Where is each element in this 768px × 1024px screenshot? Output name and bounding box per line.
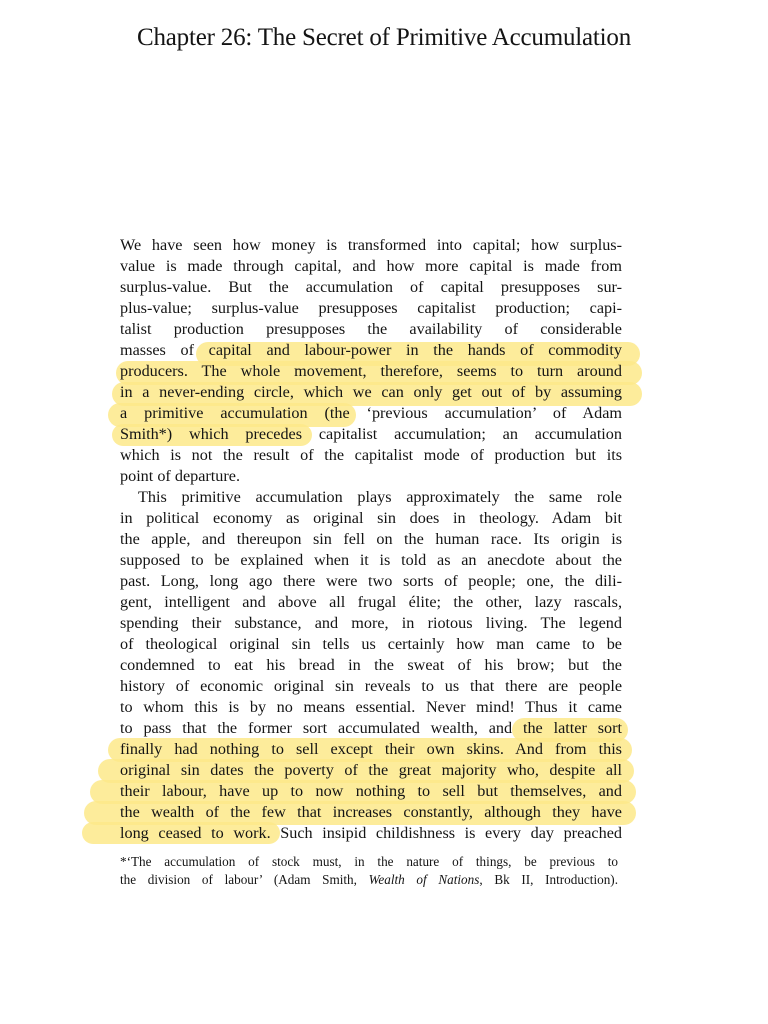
body-line-8: in a never-ending circle, which we can only get out of by assuming <box>120 383 622 401</box>
body-line-27: their labour, have up to now nothing to sell but themselves, and <box>120 782 622 800</box>
footnote-citation-start: the division of labour’ (Adam Smith, <box>120 872 369 887</box>
body-line-10: Smith*) which precedes capitalist accumulation; an accumulation <box>120 425 622 443</box>
body-line-17: past. Long, long ago there were two sorts of people; one, the dili- <box>120 572 622 590</box>
footnote-book-title: Wealth of Nations <box>368 872 480 887</box>
body-line-1: We have seen how money is transformed into capital; how surplus- <box>120 236 622 254</box>
body-line-28: the wealth of the few that increases constantly, although they have <box>120 803 622 821</box>
footnote-line-2 <box>120 871 618 889</box>
body-line-26: original sin dates the poverty of the great majority who, despite all <box>120 761 622 779</box>
body-line-7: producers. The whole movement, therefore, seems to turn around <box>120 362 622 380</box>
body-line-20: of theological original sin tells us certainly how man came to be <box>120 635 622 653</box>
body-line-19: spending their substance, and more, in riotous living. The legend <box>120 614 622 632</box>
body-line-21: condemned to eat his bread in the sweat of his brow; but the <box>120 656 622 674</box>
body-line-24: to pass that the former sort accumulated wealth, and the latter sort <box>120 719 622 737</box>
body-line-6: masses of capital and labour-power in the hands of commodity <box>120 341 622 359</box>
body-line-11: which is not the result of the capitalist mode of production but its <box>120 446 622 464</box>
body-line-12: point of departure. <box>120 467 241 485</box>
chapter-title: Chapter 26: The Secret of Primitive Accumulation <box>137 24 631 51</box>
body-line-9: a primitive accumulation (the ‘previous accumulation’ of Adam <box>120 404 622 422</box>
footnote-line-1: *‘The accumulation of stock must, in the nature of things, be previous to <box>120 854 618 869</box>
body-line-2: value is made through capital, and how more capital is made from <box>120 257 622 275</box>
body-line-22: history of economic original sin reveals to us that there are people <box>120 677 622 695</box>
body-line-13: This primitive accumulation plays approximately the same role <box>138 488 622 506</box>
body-line-5: talist production presupposes the availability of considerable <box>120 320 622 338</box>
footnote-citation-end: , Bk II, Introduction). <box>479 872 618 887</box>
body-line-4: plus-value; surplus-value presupposes capitalist production; capi- <box>120 299 622 317</box>
body-line-25: finally had nothing to sell except their own skins. And from this <box>120 740 622 758</box>
body-line-29: long ceased to work. Such insipid childishness is every day preached <box>120 824 622 842</box>
body-line-23: to whom this is by no means essential. Never mind! Thus it came <box>120 698 622 716</box>
body-line-18: gent, intelligent and above all frugal élite; the other, lazy rascals, <box>120 593 622 611</box>
body-line-3: surplus-value. But the accumulation of capital presupposes sur- <box>120 278 622 296</box>
body-line-15: the apple, and thereupon sin fell on the human race. Its origin is <box>120 530 622 548</box>
body-line-14: in political economy as original sin does in theology. Adam bit <box>120 509 622 527</box>
body-line-16: supposed to be explained when it is told as an anecdote about the <box>120 551 622 569</box>
